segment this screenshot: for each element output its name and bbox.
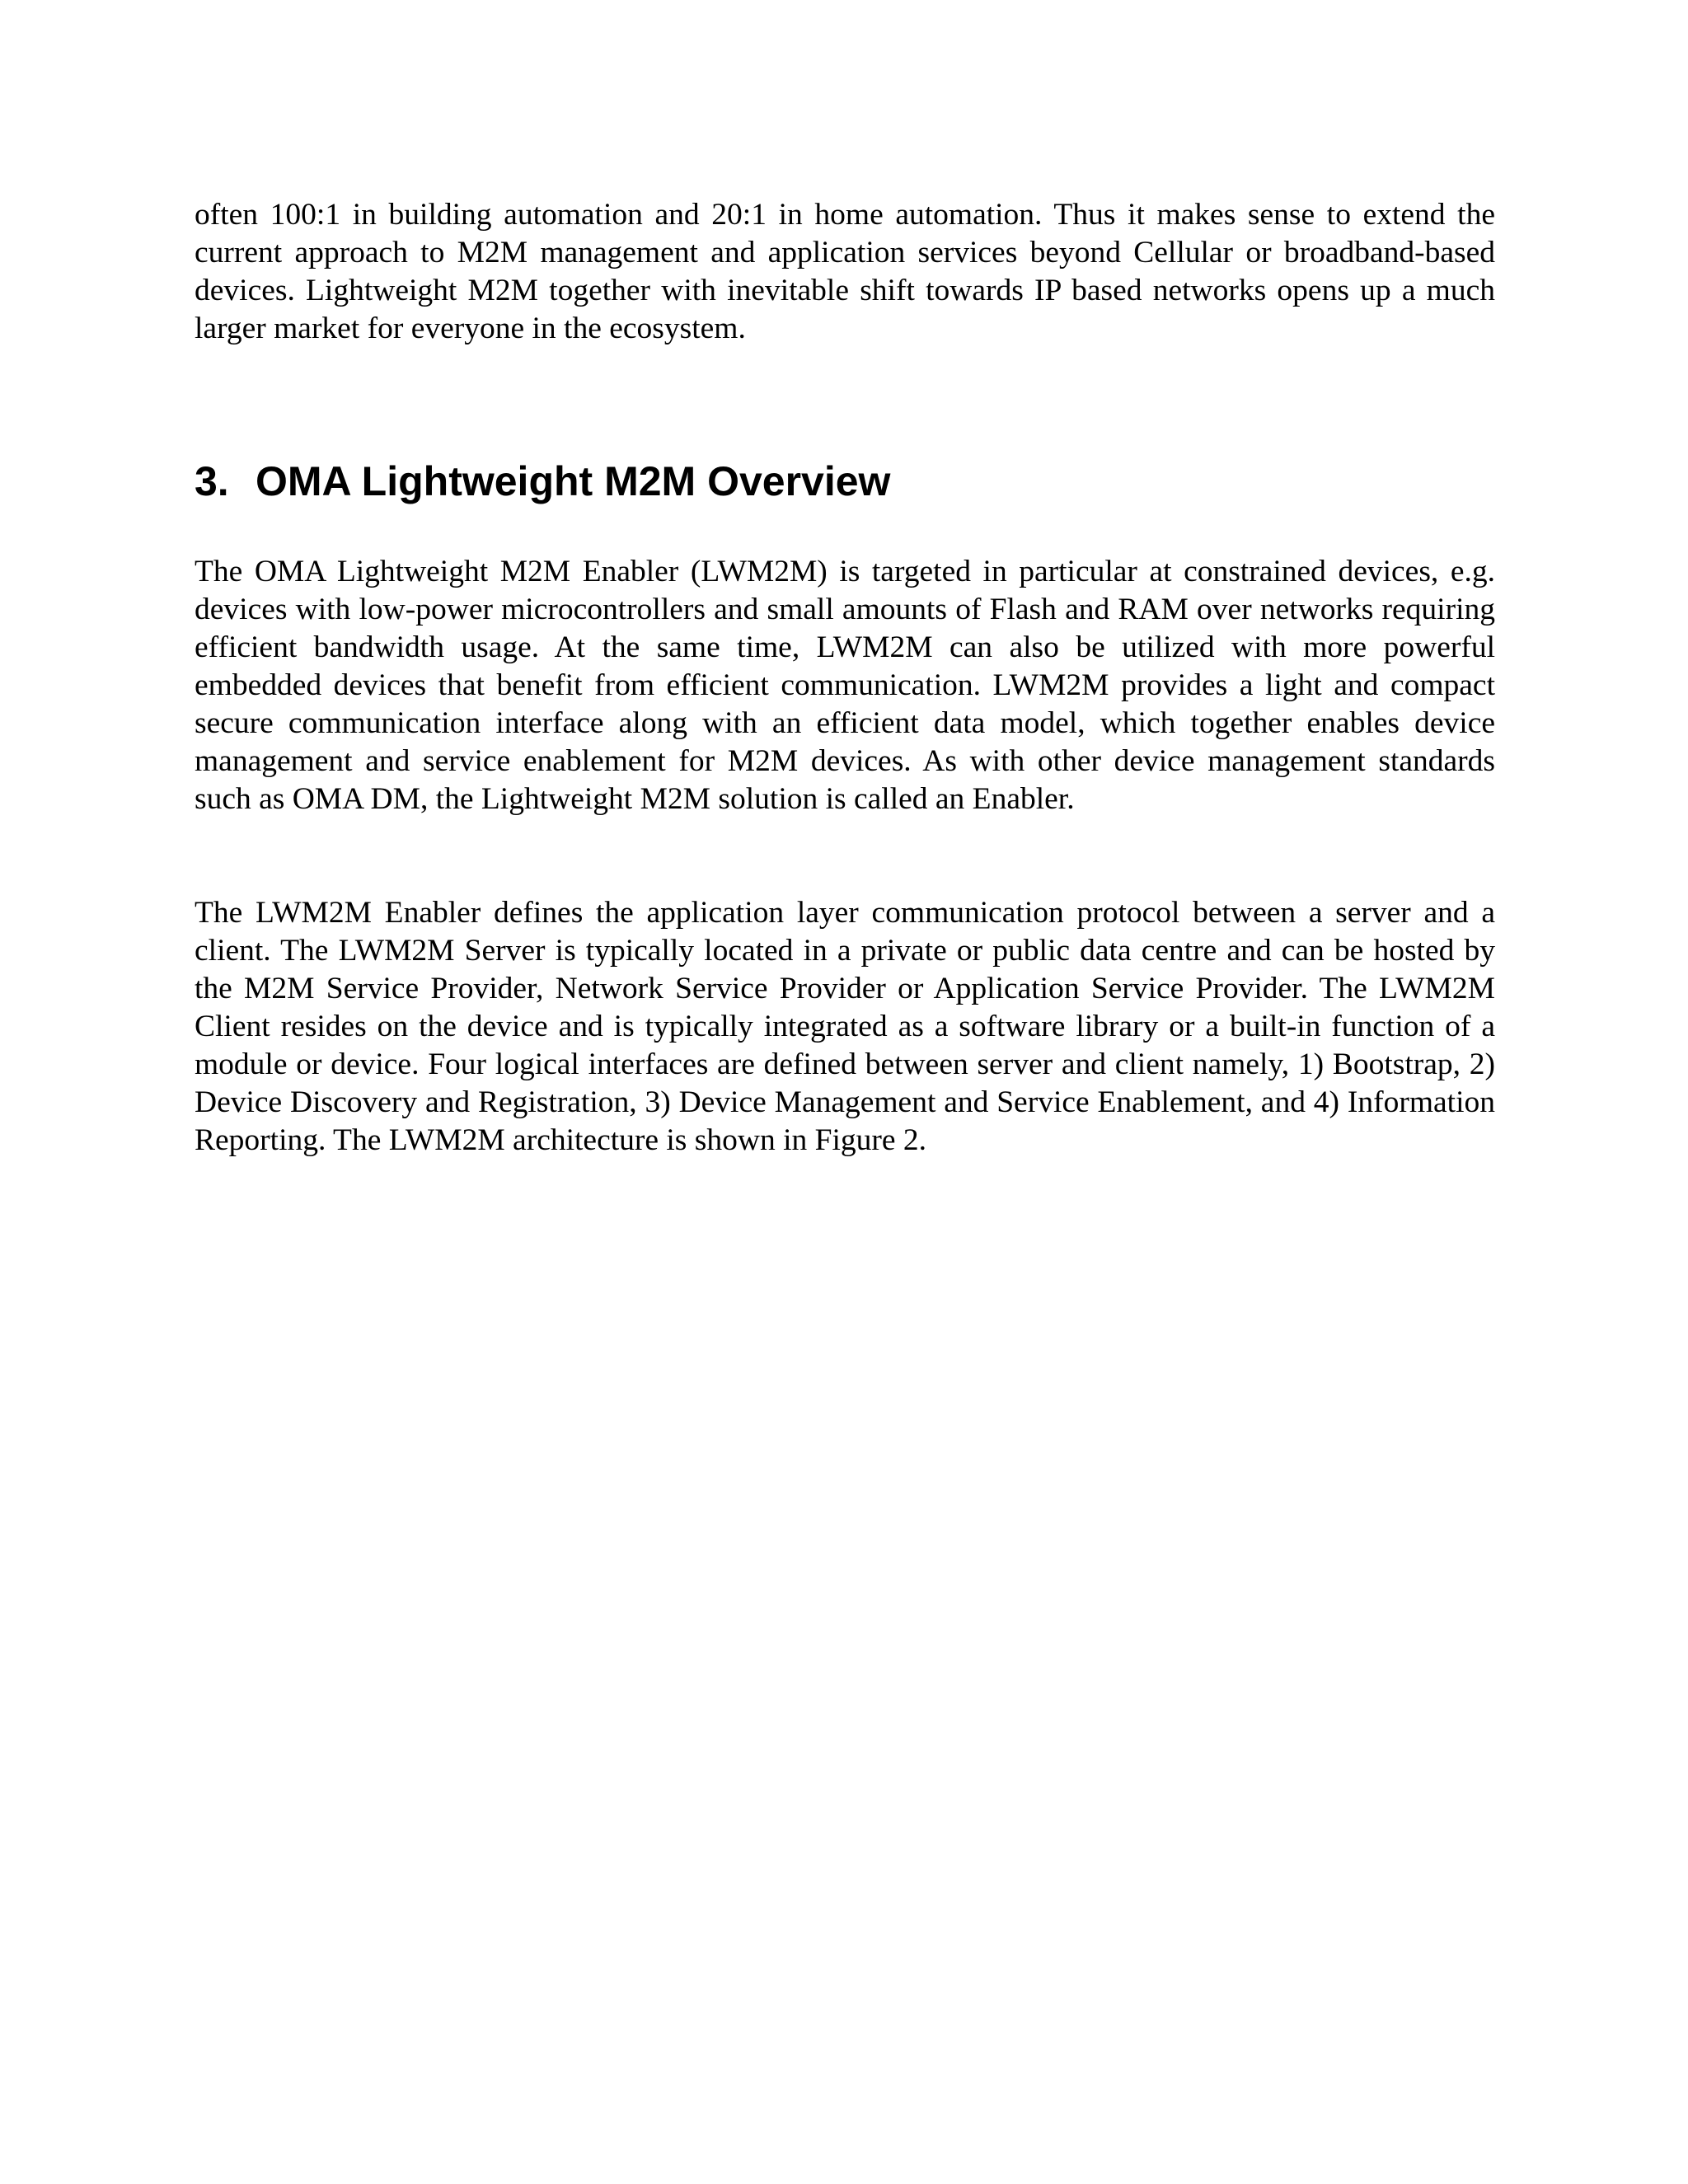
section-number: 3. — [195, 458, 229, 504]
section-heading — [195, 457, 890, 506]
document-page — [195, 196, 1495, 1157]
section-title: OMA Lightweight M2M Overview — [256, 458, 891, 504]
body-paragraph-1: The OMA Lightweight M2M Enabler (LWM2M) is targeted in particular at constrained devices, e.g. devices with low-power microcontrollers and small amounts of Flash and RAM over networks requiring efficient bandwidth usage. At the same time, LWM2M can also be utilized with more powerful embedded devices that benefit from efficient communication. LWM2M provides a light and compact secure communication interface along with an efficient data model, which together enables device management and service enablement for M2M devices. As with other device management standards such as OMA DM, the Lightweight M2M solution is called an Enabler. — [195, 555, 1495, 816]
body-paragraph-2: The LWM2M Enabler defines the application layer communication protocol between a server and a client. The LWM2M Server is typically located in a private or public data centre and can be hosted by the M2M Service Provider, Network Service Provider or Application Service Provider. The LWM2M Client resides on the device and is typically integrated as a software library or a built-in function of a module or device. Four logical interfaces are defined between server and client namely, 1) Bootstrap, 2) Device Discovery and Registration, 3) Device Management and Service Enablement, and 4) Information Reporting. The LWM2M architecture is shown in Figure 2. — [195, 896, 1495, 1157]
intro-paragraph: often 100:1 in building automation and 20:1 in home automation. Thus it makes sense to extend the current approach to M2M management and application services beyond Cellular or broadband-based devices. Lightweight M2M together with inevitable shift towards IP based networks opens up a much larger market for everyone in the ecosystem. — [195, 198, 1495, 345]
